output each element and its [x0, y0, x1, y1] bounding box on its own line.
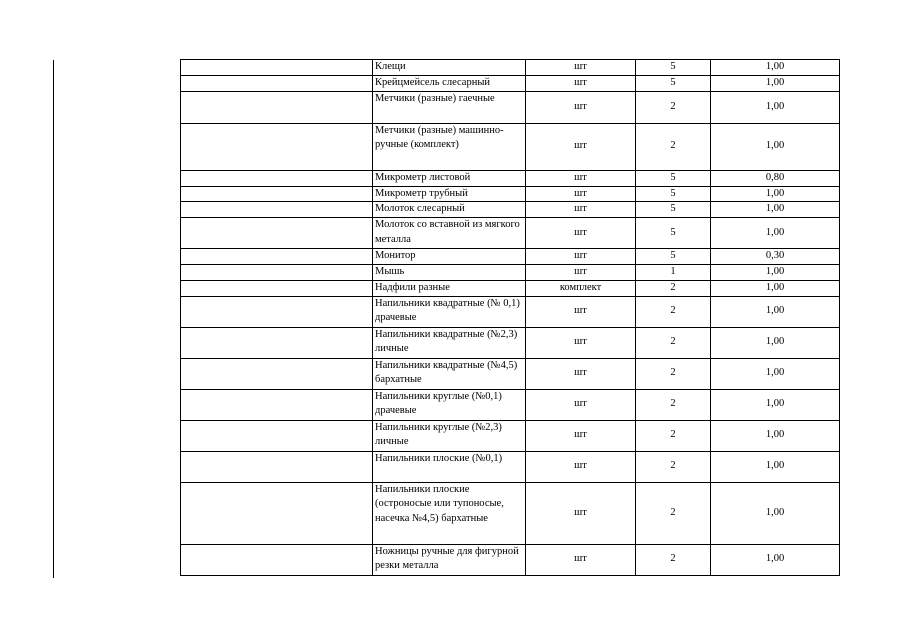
quantity-cell: 5	[636, 60, 711, 76]
unit-cell: шт	[526, 389, 636, 420]
row-blank-cell	[181, 170, 373, 186]
item-name-cell: Напильники квадратные (№ 0,1) драчевые	[373, 296, 526, 327]
quantity-cell: 2	[636, 420, 711, 451]
item-name-cell: Микрометр трубный	[373, 186, 526, 202]
table-row	[181, 327, 840, 358]
item-name-cell: Метчики (разные) машинно-ручные (комплект)	[373, 123, 526, 170]
quantity-cell: 2	[636, 296, 711, 327]
table-row	[181, 358, 840, 389]
row-blank-cell	[181, 420, 373, 451]
item-name-cell: Надфили разные	[373, 280, 526, 296]
unit-cell: шт	[526, 170, 636, 186]
item-name-cell: Напильники круглые (№2,3) личные	[373, 420, 526, 451]
row-blank-cell	[181, 296, 373, 327]
coefficient-cell: 1,00	[711, 420, 840, 451]
item-name-cell: Напильники плоские (№0,1)	[373, 451, 526, 482]
table-row	[181, 296, 840, 327]
coefficient-cell: 1,00	[711, 451, 840, 482]
quantity-cell: 5	[636, 170, 711, 186]
unit-cell: шт	[526, 202, 636, 218]
unit-cell: шт	[526, 420, 636, 451]
table-row	[181, 420, 840, 451]
row-blank-cell	[181, 451, 373, 482]
coefficient-cell: 1,00	[711, 265, 840, 281]
coefficient-cell: 1,00	[711, 91, 840, 123]
table-row	[181, 482, 840, 544]
table-row	[181, 60, 840, 76]
coefficient-cell: 1,00	[711, 218, 840, 249]
unit-cell: шт	[526, 482, 636, 544]
coefficient-cell: 1,00	[711, 202, 840, 218]
equipment-table	[180, 59, 840, 576]
row-blank-cell	[181, 280, 373, 296]
quantity-cell: 5	[636, 186, 711, 202]
row-blank-cell	[181, 358, 373, 389]
coefficient-cell: 1,00	[711, 296, 840, 327]
item-name-cell: Монитор	[373, 249, 526, 265]
row-blank-cell	[181, 60, 373, 76]
unit-cell: шт	[526, 358, 636, 389]
coefficient-cell: 1,00	[711, 75, 840, 91]
quantity-cell: 2	[636, 91, 711, 123]
row-blank-cell	[181, 202, 373, 218]
coefficient-cell: 1,00	[711, 186, 840, 202]
coefficient-cell: 1,00	[711, 280, 840, 296]
coefficient-cell: 1,00	[711, 389, 840, 420]
coefficient-cell: 1,00	[711, 123, 840, 170]
quantity-cell: 2	[636, 544, 711, 575]
unit-cell: шт	[526, 451, 636, 482]
table-row	[181, 544, 840, 575]
quantity-cell: 2	[636, 327, 711, 358]
unit-cell: шт	[526, 249, 636, 265]
table-row	[181, 91, 840, 123]
quantity-cell: 5	[636, 202, 711, 218]
item-name-cell: Напильники круглые (№0,1) драчевые	[373, 389, 526, 420]
row-blank-cell	[181, 218, 373, 249]
row-blank-cell	[181, 249, 373, 265]
unit-cell: шт	[526, 75, 636, 91]
coefficient-cell: 1,00	[711, 60, 840, 76]
quantity-cell: 5	[636, 218, 711, 249]
row-blank-cell	[181, 186, 373, 202]
row-blank-cell	[181, 389, 373, 420]
quantity-cell: 2	[636, 389, 711, 420]
table-row	[181, 123, 840, 170]
item-name-cell: Напильники квадратные (№4,5) бархатные	[373, 358, 526, 389]
item-name-cell: Клещи	[373, 60, 526, 76]
row-blank-cell	[181, 265, 373, 281]
table-row	[181, 202, 840, 218]
item-name-cell: Ножницы ручные для фигурной резки металла	[373, 544, 526, 575]
table-row	[181, 451, 840, 482]
table-row	[181, 389, 840, 420]
quantity-cell: 2	[636, 451, 711, 482]
quantity-cell: 2	[636, 482, 711, 544]
quantity-cell: 1	[636, 265, 711, 281]
unit-cell: шт	[526, 296, 636, 327]
row-blank-cell	[181, 75, 373, 91]
unit-cell: шт	[526, 218, 636, 249]
item-name-cell: Мышь	[373, 265, 526, 281]
coefficient-cell: 0,30	[711, 249, 840, 265]
unit-cell: комплект	[526, 280, 636, 296]
quantity-cell: 5	[636, 75, 711, 91]
table-row	[181, 218, 840, 249]
table-row	[181, 75, 840, 91]
quantity-cell: 2	[636, 358, 711, 389]
row-blank-cell	[181, 544, 373, 575]
coefficient-cell: 1,00	[711, 482, 840, 544]
table-row	[181, 280, 840, 296]
coefficient-cell: 1,00	[711, 327, 840, 358]
item-name-cell: Крейцмейсель слесарный	[373, 75, 526, 91]
unit-cell: шт	[526, 123, 636, 170]
coefficient-cell: 0,80	[711, 170, 840, 186]
coefficient-cell: 1,00	[711, 358, 840, 389]
item-name-cell: Микрометр листовой	[373, 170, 526, 186]
unit-cell: шт	[526, 60, 636, 76]
equipment-table-body	[181, 60, 840, 576]
quantity-cell: 5	[636, 249, 711, 265]
item-name-cell: Напильники плоские (остроносые или тупоносые, насечка №4,5) бархатные	[373, 482, 526, 544]
table-row	[181, 249, 840, 265]
unit-cell: шт	[526, 186, 636, 202]
coefficient-cell: 1,00	[711, 544, 840, 575]
quantity-cell: 2	[636, 123, 711, 170]
quantity-cell: 2	[636, 280, 711, 296]
table-row	[181, 170, 840, 186]
row-blank-cell	[181, 327, 373, 358]
row-blank-cell	[181, 482, 373, 544]
unit-cell: шт	[526, 91, 636, 123]
table-row	[181, 265, 840, 281]
item-name-cell: Молоток слесарный	[373, 202, 526, 218]
item-name-cell: Метчики (разные) гаечные	[373, 91, 526, 123]
item-name-cell: Молоток со вставной из мягкого металла	[373, 218, 526, 249]
row-blank-cell	[181, 123, 373, 170]
page-margin-line	[53, 60, 54, 578]
row-blank-cell	[181, 91, 373, 123]
unit-cell: шт	[526, 327, 636, 358]
table-row	[181, 186, 840, 202]
unit-cell: шт	[526, 265, 636, 281]
item-name-cell: Напильники квадратные (№2,3) личные	[373, 327, 526, 358]
unit-cell: шт	[526, 544, 636, 575]
